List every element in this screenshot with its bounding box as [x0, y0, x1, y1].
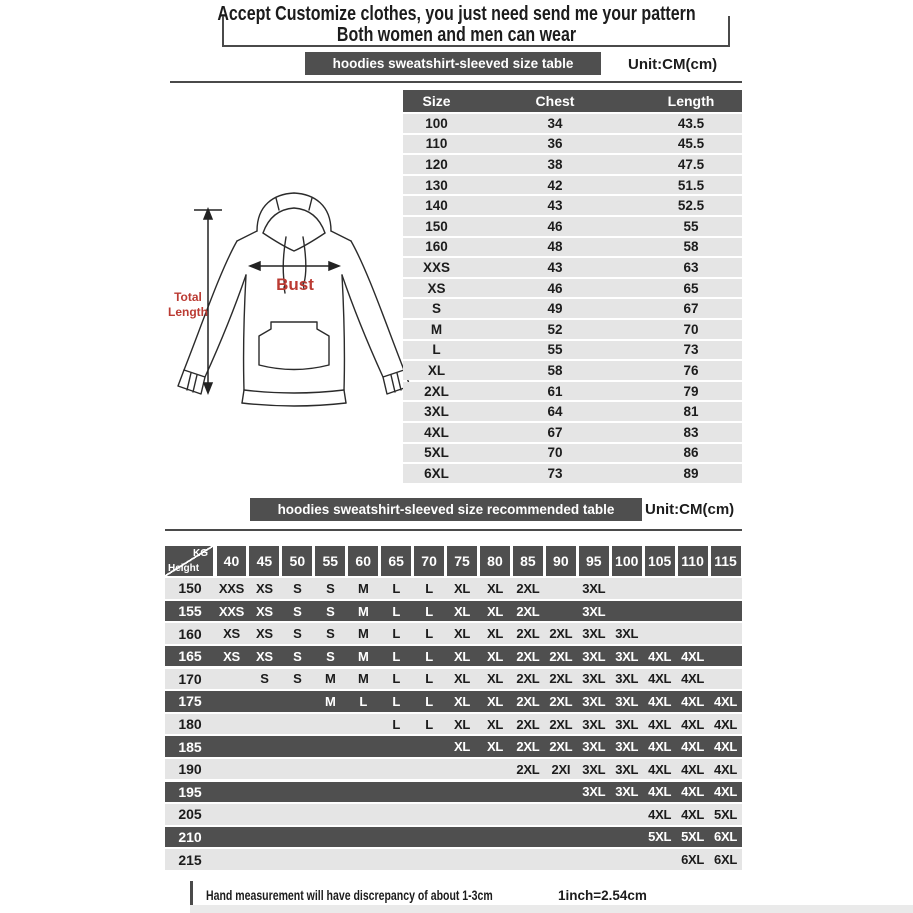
height-cell: 195	[178, 783, 202, 800]
size-recommendation-cell: 6XL	[714, 852, 737, 868]
size-recommendation-cell: L	[425, 603, 433, 619]
size-recommendation-cell: XL	[486, 648, 503, 664]
size-table-cell: 51.5	[677, 177, 705, 193]
recommended-table-row	[165, 849, 742, 869]
size-recommendation-cell: XL	[486, 603, 503, 619]
header-bracket	[222, 16, 730, 47]
size-recommendation-cell: L	[425, 626, 433, 642]
size-recommendation-cell: 4XL	[681, 693, 705, 709]
size-recommendation-cell: XL	[454, 580, 471, 596]
weight-header-cell: 40	[217, 546, 247, 576]
size-recommendation-cell: 3XL	[615, 671, 639, 687]
recommended-table-row	[165, 669, 742, 689]
size-table-cell: 110	[425, 136, 448, 152]
total-length-label-line1: Total	[174, 290, 202, 304]
weight-header-cell: 115	[711, 546, 741, 576]
weight-header-cell: 75	[447, 546, 477, 576]
size-table-cell: 130	[425, 177, 448, 193]
weight-header-cell: 45	[249, 546, 279, 576]
size-table-row	[403, 155, 742, 174]
size-recommendation-cell: L	[425, 716, 433, 732]
size-recommendation-cell: XL	[486, 671, 503, 687]
size-recommendation-cell: XL	[454, 716, 471, 732]
size-table-row	[403, 279, 742, 298]
size-recommendation-cell: 6XL	[681, 852, 705, 868]
size-table-cell: 65	[683, 280, 699, 296]
size-recommendation-cell: 3XL	[615, 784, 639, 800]
size-table-header-length: Length	[667, 93, 715, 109]
size-recommendation-cell: XL	[486, 580, 503, 596]
size-recommendation-cell: XS	[223, 626, 240, 642]
size-recommendation-cell: S	[293, 626, 302, 642]
measurement-note: Hand measurement will have discrepancy of about 1-3cm	[206, 888, 493, 903]
size-recommendation-cell: 4XL	[648, 761, 672, 777]
size-table-cell: 67	[683, 301, 699, 317]
height-cell: 170	[178, 670, 202, 687]
weight-header-cell: 110	[678, 546, 708, 576]
recommended-table-row	[165, 759, 742, 779]
size-recommendation-cell: L	[425, 671, 433, 687]
hoodie-measurement-diagram	[158, 177, 414, 411]
size-table-cell: 52	[547, 321, 563, 337]
size-table-cell: L	[432, 342, 441, 358]
size-recommendation-cell: 2XL	[549, 671, 573, 687]
size-table-cell: 2XL	[424, 383, 449, 399]
recommended-table-row	[165, 623, 742, 643]
size-table-row	[403, 320, 742, 339]
size-table-row	[403, 217, 742, 236]
size-recommendation-cell: M	[357, 580, 369, 596]
size-table-cell: 36	[547, 136, 563, 152]
size-table-row	[403, 444, 742, 463]
size-recommendation-cell: 5XL	[714, 806, 737, 822]
size-table-cell: 5XL	[424, 445, 449, 461]
size-table-cell: 3XL	[424, 404, 449, 420]
weight-header-cell: 70	[414, 546, 444, 576]
size-recommendation-cell: 2XL	[516, 626, 540, 642]
size-table-cell: 86	[683, 445, 699, 461]
weight-header-cell: 50	[282, 546, 312, 576]
size-recommendation-cell: 4XL	[681, 784, 705, 800]
recommended-table-row	[165, 714, 742, 734]
size-recommendation-cell: 2XL	[516, 761, 540, 777]
size-table-cell: S	[431, 301, 441, 317]
recommended-table	[165, 546, 742, 870]
size-table-cell: 79	[683, 383, 699, 399]
size-recommendation-cell: 4XL	[714, 784, 737, 800]
size-table-cell: 70	[547, 445, 563, 461]
bottom-strip	[190, 905, 913, 913]
total-length-label-line2: Length	[168, 305, 208, 319]
size-recommendation-cell: L	[392, 603, 400, 619]
inch-conversion-note: 1inch=2.54cm	[558, 888, 647, 903]
size-recommendation-cell: 3XL	[615, 626, 639, 642]
weight-header-cell: 95	[579, 546, 609, 576]
size-table-cell: 52.5	[677, 198, 705, 214]
recommended-table-row	[165, 827, 742, 847]
size-recommendation-cell: L	[392, 580, 400, 596]
height-cell: 165	[178, 648, 202, 665]
size-table-cell: 70	[683, 321, 699, 337]
size-recommendation-cell: 3XL	[582, 716, 606, 732]
size-recommendation-cell: M	[325, 671, 336, 687]
size-table-cell: 47.5	[677, 156, 705, 172]
size-recommendation-cell: XL	[486, 739, 503, 755]
size-recommendation-cell: 4XL	[714, 761, 737, 777]
weight-header-cell: 100	[612, 546, 642, 576]
size-recommendation-cell: 3XL	[582, 580, 606, 596]
size-recommendation-cell: 3XL	[582, 626, 606, 642]
size-recommendation-cell: 3XL	[615, 648, 639, 664]
height-cell: 155	[178, 603, 202, 620]
size-table-cell: 49	[547, 301, 563, 317]
size-recommendation-cell: 4XL	[714, 693, 737, 709]
size-table-cell: 46	[547, 280, 563, 296]
size-recommendation-cell: 5XL	[681, 829, 705, 845]
size-recommendation-cell: 4XL	[714, 716, 737, 732]
size-table-cell: 43.5	[677, 115, 705, 131]
size-recommendation-cell: XS	[256, 580, 273, 596]
size-table-row	[403, 464, 742, 483]
size-table-cell: 55	[683, 218, 699, 234]
size-recommendation-cell: XS	[256, 648, 273, 664]
weight-header-cell: 105	[645, 546, 675, 576]
size-recommendation-cell: 2XL	[549, 626, 573, 642]
size-table-cell: 34	[547, 115, 563, 131]
size-recommendation-cell: 2XL	[516, 648, 540, 664]
size-table-header-size: Size	[422, 93, 451, 109]
size-recommendation-cell: L	[392, 648, 400, 664]
size-recommendation-cell: L	[392, 671, 400, 687]
size-recommendation-cell: 3XL	[582, 761, 606, 777]
size-recommendation-cell: 3XL	[615, 693, 639, 709]
size-table-row	[403, 238, 742, 257]
size-recommendation-cell: L	[425, 648, 433, 664]
size-recommendation-cell: 3XL	[582, 648, 606, 664]
size-recommendation-cell: S	[293, 580, 302, 596]
size-table-row	[403, 299, 742, 318]
size-recommendation-cell: M	[357, 603, 369, 619]
size-table-cell: 55	[547, 342, 563, 358]
size-recommendation-cell: 3XL	[582, 693, 606, 709]
weight-header-cell: 60	[348, 546, 378, 576]
size-recommendation-cell: S	[326, 603, 335, 619]
hoodie-outline	[178, 193, 410, 406]
size-table-header-chest: Chest	[535, 93, 575, 109]
size-table-cell: 81	[683, 404, 699, 420]
size-table-cell: 73	[547, 465, 563, 481]
size-recommendation-cell: 4XL	[681, 716, 705, 732]
size-table-cell: 63	[683, 259, 699, 275]
height-cell: 160	[178, 625, 202, 642]
recommended-table-row	[165, 691, 742, 711]
size-recommendation-cell: XS	[256, 603, 273, 619]
size-recommendation-cell: XXS	[218, 603, 245, 619]
size-recommendation-cell: S	[293, 648, 302, 664]
measurement-arrows	[194, 209, 339, 393]
kg-label: KG	[193, 548, 208, 559]
size-table-cell: 6XL	[424, 465, 449, 481]
height-cell: 180	[178, 716, 202, 732]
size-recommendation-cell: 3XL	[615, 761, 639, 777]
size-table-cell: 38	[547, 156, 563, 172]
size-recommendation-cell: 2XL	[549, 693, 573, 709]
size-table-cell: 76	[683, 362, 699, 378]
size-recommendation-cell: S	[260, 671, 269, 687]
size-recommendation-cell: M	[357, 671, 369, 687]
size-recommendation-cell: L	[425, 580, 433, 596]
size-recommendation-cell: 3XL	[615, 716, 639, 732]
size-table	[403, 90, 742, 483]
size-table-row	[403, 196, 742, 215]
size-table-cell: 48	[547, 239, 563, 255]
size-recommendation-cell: 5XL	[648, 829, 672, 845]
size-recommendation-cell: S	[293, 671, 302, 687]
arrow-down-head	[204, 383, 212, 393]
size-recommendation-cell: 2XL	[549, 739, 573, 755]
header-line1: Accept Customize clothes, you just need send me your pattern	[217, 3, 696, 25]
size-recommendation-cell: 2XL	[549, 716, 573, 732]
weight-header-cell: 65	[381, 546, 411, 576]
size-recommendation-cell: XL	[454, 603, 471, 619]
size-recommendation-cell: M	[357, 626, 369, 642]
size-table-cell: 73	[683, 342, 699, 358]
size-recommendation-cell: XL	[486, 716, 503, 732]
size-recommendation-cell: 3XL	[582, 671, 606, 687]
size-table-cell: 89	[683, 465, 699, 481]
height-label: Height	[168, 563, 200, 574]
size-recommendation-cell: 4XL	[648, 784, 672, 800]
size-recommendation-cell: 2XL	[516, 739, 540, 755]
divider-line-2	[165, 529, 742, 531]
size-recommendation-cell: M	[357, 648, 369, 664]
size-recommendation-cell: 6XL	[714, 829, 737, 845]
height-cell: 190	[178, 761, 202, 778]
size-recommendation-cell: L	[392, 716, 400, 732]
size-table-row	[403, 258, 742, 277]
size-table-row	[403, 382, 742, 401]
size-recommendation-cell: 4XL	[681, 739, 705, 755]
size-table-cell: 83	[683, 424, 699, 440]
size-table-cell: M	[430, 321, 443, 337]
size-recommendation-cell: 2XL	[516, 671, 540, 687]
header-line2: Both women and men can wear	[336, 24, 577, 46]
recommended-table-row	[165, 736, 742, 756]
height-cell: 150	[178, 580, 202, 597]
weight-header-cell: 85	[513, 546, 543, 576]
size-recommendation-cell: XS	[256, 626, 273, 642]
weight-header-cell: 90	[546, 546, 576, 576]
size-recommendation-cell: 4XL	[681, 671, 705, 687]
recommended-table-unit-label: Unit:CM(cm)	[645, 501, 735, 518]
height-cell: 175	[178, 693, 202, 710]
size-table-cell: 43	[547, 198, 563, 214]
size-recommendation-cell: L	[392, 626, 400, 642]
size-table-cell: 42	[547, 177, 563, 193]
size-table-cell: 58	[683, 239, 699, 255]
weight-header-cell: 55	[315, 546, 345, 576]
size-table-cell: 140	[425, 198, 448, 214]
size-table-cell: 64	[547, 404, 563, 420]
size-recommendation-cell: S	[326, 648, 335, 664]
size-recommendation-cell: L	[392, 693, 400, 709]
size-recommendation-cell: 4XL	[648, 806, 672, 822]
height-cell: 215	[178, 851, 202, 868]
size-recommendation-cell: 2XL	[516, 580, 540, 596]
height-cell: 205	[178, 806, 202, 823]
size-recommendation-cell: 4XL	[714, 739, 737, 755]
height-weight-corner-cell	[165, 546, 213, 576]
size-recommendation-cell: 4XL	[648, 739, 672, 755]
weight-header-cell: 80	[480, 546, 510, 576]
size-table-row	[403, 135, 742, 154]
size-table-row	[403, 114, 742, 133]
recommended-table-row	[165, 782, 742, 802]
size-recommendation-cell: 2XI	[551, 761, 571, 777]
size-table-row	[403, 361, 742, 380]
size-table-title-bar: hoodies sweatshirt-sleeved size table	[305, 52, 601, 75]
size-recommendation-cell: 4XL	[648, 693, 672, 709]
size-recommendation-cell: S	[326, 580, 335, 596]
size-recommendation-cell: 4XL	[648, 716, 672, 732]
size-table-cell: 46	[547, 218, 563, 234]
recommended-table-title-bar: hoodies sweatshirt-sleeved size recommended table	[250, 498, 642, 521]
recommended-table-row	[165, 578, 742, 598]
size-table-cell: 4XL	[424, 424, 449, 440]
recommended-table-header	[165, 546, 742, 576]
size-recommendation-cell: XS	[223, 648, 240, 664]
arrow-left-head	[250, 262, 260, 270]
size-recommendation-cell: 3XL	[582, 784, 606, 800]
size-recommendation-cell: L	[425, 693, 433, 709]
size-table-row	[403, 176, 742, 195]
size-table-cell: XS	[427, 280, 446, 296]
recommended-table-body	[165, 578, 742, 869]
size-table-unit-label: Unit:CM(cm)	[628, 56, 718, 73]
size-table-cell: 45.5	[677, 136, 705, 152]
size-recommendation-cell: XL	[486, 693, 503, 709]
size-recommendation-cell: XL	[454, 648, 471, 664]
size-recommendation-cell: XL	[454, 693, 471, 709]
size-table-row	[403, 402, 742, 421]
size-table-cell: 58	[547, 362, 563, 378]
size-table-header	[403, 90, 742, 112]
size-table-cell: 120	[425, 156, 448, 172]
size-recommendation-cell: 2XL	[516, 693, 540, 709]
recommended-table-row	[165, 646, 742, 666]
size-recommendation-cell: 4XL	[681, 806, 705, 822]
size-recommendation-cell: 2XL	[549, 648, 573, 664]
size-recommendation-cell: M	[325, 693, 336, 709]
size-recommendation-cell: 4XL	[648, 671, 672, 687]
divider-line-1	[170, 81, 742, 83]
size-table-body	[403, 114, 742, 483]
size-recommendation-cell: XL	[454, 739, 471, 755]
size-table-cell: 160	[425, 239, 448, 255]
arrow-right-head	[329, 262, 339, 270]
height-cell: 210	[178, 828, 202, 845]
height-cell: 185	[178, 738, 202, 755]
size-recommendation-cell: 4XL	[681, 761, 705, 777]
size-table-cell: 100	[425, 115, 448, 131]
size-recommendation-cell: XL	[454, 626, 471, 642]
size-recommendation-cell: L	[359, 693, 368, 709]
size-table-cell: 61	[547, 383, 563, 399]
recommended-table-row	[165, 601, 742, 621]
size-table-cell: 67	[547, 424, 563, 440]
size-table-cell: 43	[547, 259, 563, 275]
size-table-row	[403, 341, 742, 360]
size-recommendation-cell: 4XL	[648, 648, 672, 664]
size-recommendation-cell: 2XL	[516, 603, 540, 619]
size-recommendation-cell: 4XL	[681, 648, 705, 664]
size-table-row	[403, 423, 742, 442]
size-table-cell: XL	[427, 362, 446, 378]
size-recommendation-cell: 3XL	[582, 603, 606, 619]
bust-label: Bust	[276, 275, 314, 294]
size-table-cell: 150	[425, 218, 448, 234]
size-recommendation-cell: XL	[486, 626, 503, 642]
size-recommendation-cell: XL	[454, 671, 471, 687]
size-recommendation-cell: 3XL	[582, 739, 606, 755]
size-recommendation-cell: 2XL	[516, 716, 540, 732]
size-recommendation-cell: S	[326, 626, 335, 642]
size-recommendation-cell: XXS	[218, 580, 245, 596]
size-recommendation-cell: S	[293, 603, 302, 619]
size-recommendation-cell: 3XL	[615, 739, 639, 755]
diagram-labels	[168, 275, 314, 319]
recommended-table-row	[165, 804, 742, 824]
size-table-cell: XXS	[422, 259, 450, 275]
